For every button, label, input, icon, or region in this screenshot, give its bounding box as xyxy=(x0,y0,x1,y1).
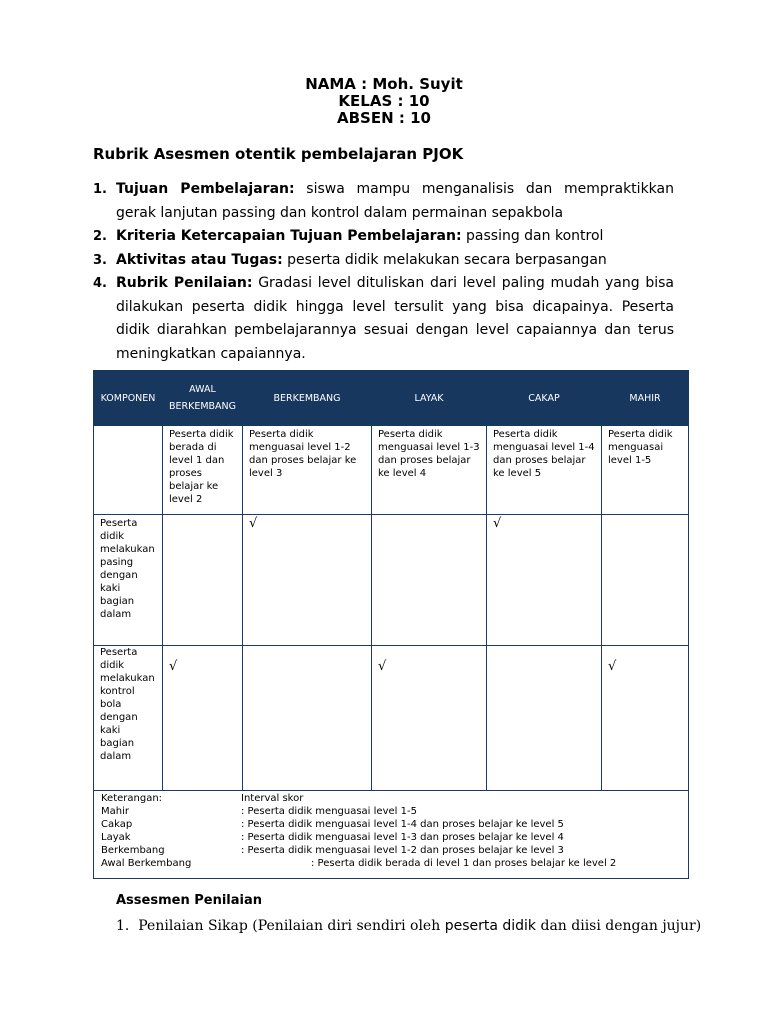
header-cakap: CAKAP xyxy=(487,371,602,426)
list-number: 4. xyxy=(93,276,107,291)
student-class: KELAS : 10 xyxy=(338,92,430,110)
header-komponen: KOMPONEN xyxy=(94,371,163,426)
ket-name-layak: Layak xyxy=(101,832,131,843)
ket-value-cakap: : Peserta didik menguasai level 1-4 dan proses belajar ke level 5 xyxy=(241,819,564,830)
header-berkembang: BERKEMBANG xyxy=(243,371,372,426)
check-cell xyxy=(243,515,372,646)
asesmen-item xyxy=(116,918,701,934)
ket-name-mahir: Mahir xyxy=(101,806,129,817)
list-text: siswa mampu menganalisis dan mempraktikkan gerak lanjutan passing dan kontrol dalam permainan sepakbola xyxy=(116,181,674,221)
table-cell: Peserta didik berada di level 1 dan proses belajar ke level 2 xyxy=(163,426,243,515)
komponen-text: Peserta didik melakukan kontrol bola dengan kaki bagian dalam xyxy=(100,647,155,762)
check-cell xyxy=(372,646,487,791)
ket-name-berkembang: Berkembang xyxy=(101,845,165,856)
check-mark: √ xyxy=(378,659,387,674)
check-cell xyxy=(487,646,602,791)
asesmen-text-c: dan diisi dengan jujur) xyxy=(536,918,702,934)
list-label: Kriteria Ketercapaian Tujuan Pembelajaran: xyxy=(116,228,462,244)
ket-value-mahir: : Peserta didik menguasai level 1-5 xyxy=(241,806,417,817)
rubrik-title: Rubrik Asesmen otentik pembelajaran PJOK xyxy=(93,145,464,163)
ket-name-cakap: Cakap xyxy=(101,819,133,830)
check-cell xyxy=(163,646,243,791)
table-row xyxy=(94,426,689,515)
rubric-table xyxy=(93,370,689,879)
komponen-cell xyxy=(94,646,163,791)
list-number: 1. xyxy=(93,182,107,197)
ket-value-layak: : Peserta didik menguasai level 1-3 dan proses belajar ke level 4 xyxy=(241,832,564,843)
ket-value-berkembang: : Peserta didik menguasai level 1-2 dan proses belajar ke level 3 xyxy=(241,845,564,856)
table-row xyxy=(94,646,689,791)
objectives-list xyxy=(93,178,674,366)
student-absen: ABSEN : 10 xyxy=(337,109,431,127)
list-text: Gradasi level dituliskan dari level paling mudah yang bisa dilakukan peserta didik hingga level tersulit yang bisa dicapainya. Peserta didik diarahkan pembelajarannya sesuai dengan level capaiannya dan terus meningkatkan capaiannya. xyxy=(116,275,674,362)
list-text: passing dan kontrol xyxy=(461,228,604,244)
asesmen-text-a: Penilaian Sikap (Penilaian diri sendiri oleh xyxy=(138,918,445,934)
asesmen-number: 1. xyxy=(116,918,130,934)
check-mark: √ xyxy=(608,659,617,674)
ket-name-awal-berkembang: Awal Berkembang xyxy=(101,858,192,869)
komponen-cell: Peserta didik melakukan pasing dengan kaki bagian dalam xyxy=(94,515,163,646)
table-row xyxy=(94,515,689,646)
check-mark: √ xyxy=(249,516,258,531)
check-cell xyxy=(602,515,689,646)
check-cell xyxy=(602,646,689,791)
student-name: NAMA : Moh. Suyit xyxy=(305,75,463,93)
list-label: Rubrik Penilaian: xyxy=(116,275,253,291)
table-cell: Peserta didik menguasai level 1-4 dan proses belajar ke level 5 xyxy=(487,426,602,515)
list-label: Tujuan Pembelajaran: xyxy=(116,181,295,197)
list-number: 3. xyxy=(93,252,107,268)
asesmen-text-b: peserta didik xyxy=(444,918,537,934)
check-mark: √ xyxy=(169,659,178,674)
ket-value-awal-berkembang: : Peserta didik berada di level 1 dan proses belajar ke level 2 xyxy=(311,858,617,869)
keterangan-label: Keterangan: xyxy=(101,793,163,804)
list-item xyxy=(93,249,674,273)
table-cell: Peserta didik menguasai level 1-3 dan proses belajar ke level 4 xyxy=(372,426,487,515)
list-item xyxy=(93,178,674,225)
check-cell xyxy=(243,646,372,791)
header-mahir: MAHIR xyxy=(602,371,689,426)
check-cell xyxy=(163,515,243,646)
table-cell: Peserta didik menguasai level 1-2 dan proses belajar ke level 3 xyxy=(243,426,372,515)
table-header-row xyxy=(94,371,689,426)
check-cell xyxy=(487,515,602,646)
header-awal-berkembang: AWAL BERKEMBANG xyxy=(163,371,243,426)
keterangan-row xyxy=(94,791,689,879)
header-layak: LAYAK xyxy=(372,371,487,426)
list-label: Aktivitas atau Tugas: xyxy=(116,251,283,268)
list-text: peserta didik melakukan secara berpasangan xyxy=(282,251,607,268)
check-mark: √ xyxy=(493,516,502,531)
list-number: 2. xyxy=(93,229,107,244)
check-cell xyxy=(372,515,487,646)
interval-label: Interval skor xyxy=(241,793,304,804)
student-header xyxy=(0,76,768,127)
keterangan-cell xyxy=(94,791,689,879)
list-item xyxy=(93,272,674,366)
list-item xyxy=(93,225,674,249)
asesmen-title: Assesmen Penilaian xyxy=(116,893,263,908)
table-cell: Peserta didik menguasai level 1-5 xyxy=(602,426,689,515)
table-cell xyxy=(94,426,163,515)
